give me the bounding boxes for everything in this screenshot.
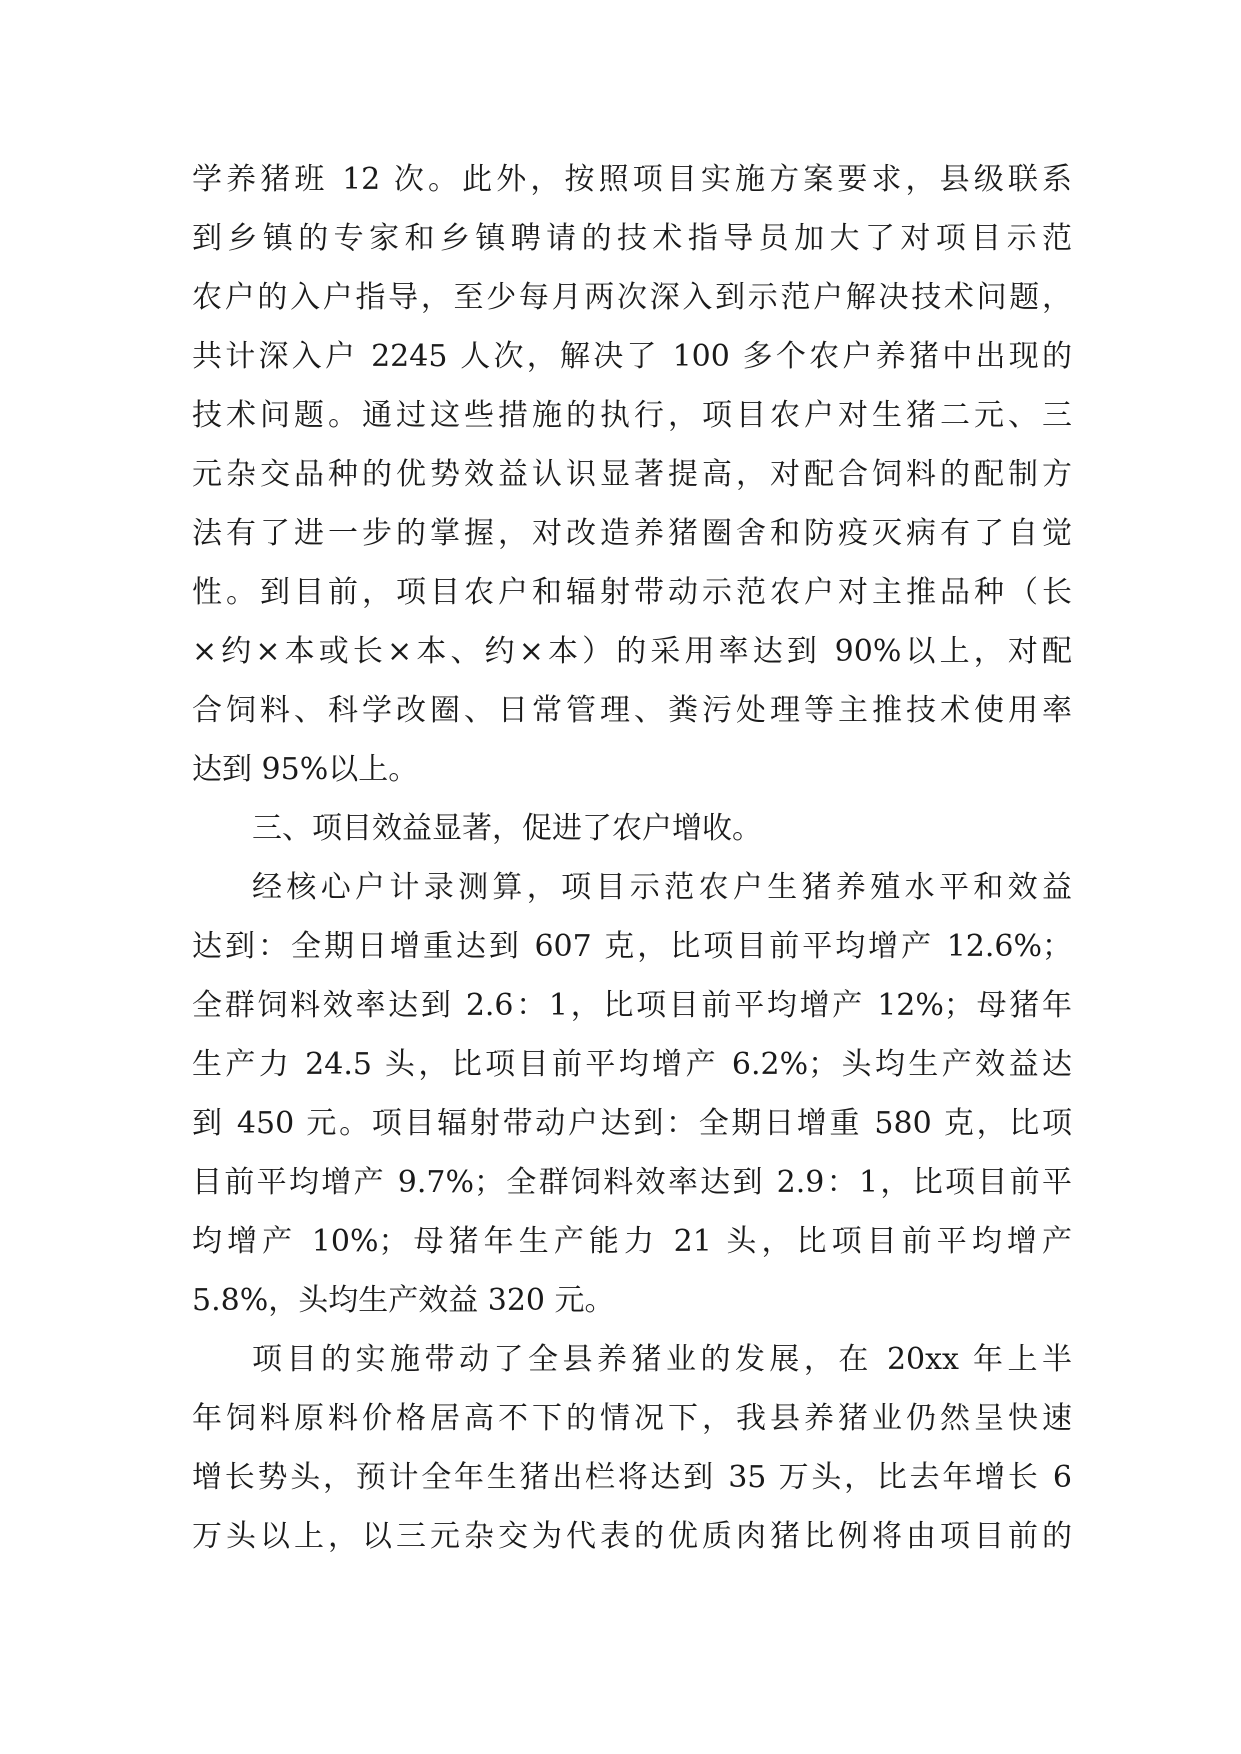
text-line: 目前平均增产 9.7%；全群饲料效率达到 2.9：1，比项目前平 xyxy=(192,1165,1072,1200)
text-line: 达到 95%以上。 xyxy=(192,752,419,787)
text-line: 生产力 24.5 头，比项目前平均增产 6.2%；头均生产效益达 xyxy=(192,1047,1072,1082)
text-line: 增长势头，预计全年生猪出栏将达到 35 万头，比去年增长 6 xyxy=(192,1460,1072,1495)
text-line: ×约×本或长×本、约×本）的采用率达到 90%以上，对配 xyxy=(192,634,1072,669)
text-line: 农户的入户指导，至少每月两次深入到示范户解决技术问题， xyxy=(192,280,1072,315)
text-line: 法有了进一步的掌握，对改造养猪圈舍和防疫灭病有了自觉 xyxy=(192,516,1072,551)
text-line: 达到：全期日增重达到 607 克，比项目前平均增产 12.6%； xyxy=(192,929,1072,964)
text-line: 元杂交品种的优势效益认识显著提高，对配合饲料的配制方 xyxy=(192,457,1072,492)
text-line: 到 450 元。项目辐射带动户达到：全期日增重 580 克，比项 xyxy=(192,1106,1072,1141)
text-line: 技术问题。通过这些措施的执行，项目农户对生猪二元、三 xyxy=(192,398,1072,433)
text-line: 性。到目前，项目农户和辐射带动示范农户对主推品种（长 xyxy=(192,575,1072,610)
text-line: 学养猪班 12 次。此外，按照项目实施方案要求，县级联系 xyxy=(192,162,1072,197)
text-line: 均增产 10%；母猪年生产能力 21 头，比项目前平均增产 xyxy=(192,1224,1072,1259)
text-line: 合饲料、科学改圈、日常管理、粪污处理等主推技术使用率 xyxy=(192,693,1072,728)
text-line: 共计深入户 2245 人次，解决了 100 多个农户养猪中出现的 xyxy=(192,339,1072,374)
text-line: 三、项目效益显著，促进了农户增收。 xyxy=(252,811,762,846)
text-line: 年饲料原料价格居高不下的情况下，我县养猪业仍然呈快速 xyxy=(192,1401,1072,1436)
document-body xyxy=(192,150,1072,1566)
text-line: 项目的实施带动了全县养猪业的发展，在 20xx 年上半 xyxy=(252,1342,1072,1377)
text-line: 到乡镇的专家和乡镇聘请的技术指导员加大了对项目示范 xyxy=(192,221,1072,256)
text-line: 5.8%，头均生产效益 320 元。 xyxy=(192,1283,615,1318)
text-line: 万头以上，以三元杂交为代表的优质肉猪比例将由项目前的 xyxy=(192,1519,1072,1554)
text-line: 经核心户计录测算，项目示范农户生猪养殖水平和效益 xyxy=(252,870,1072,905)
text-line: 全群饲料效率达到 2.6：1，比项目前平均增产 12%；母猪年 xyxy=(192,988,1072,1023)
